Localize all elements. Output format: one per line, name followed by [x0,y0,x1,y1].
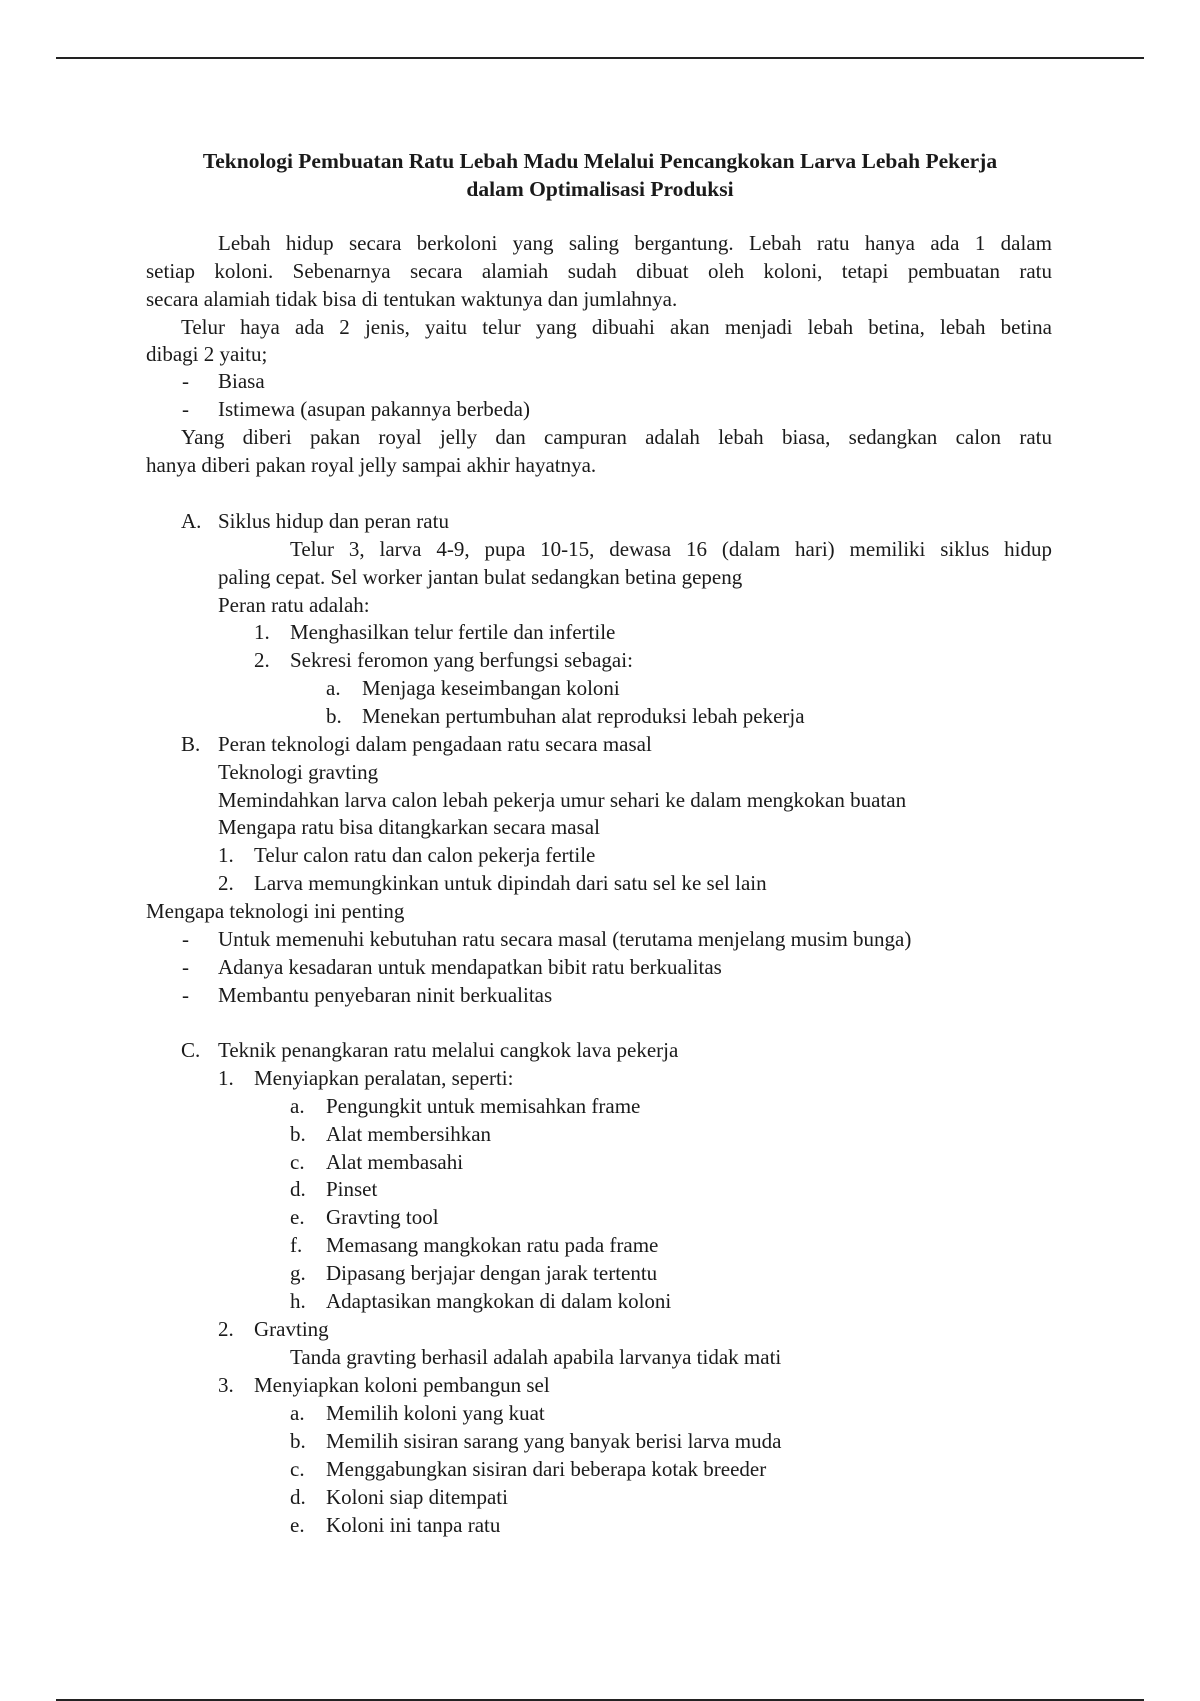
list-number: 2. [218,871,234,895]
list-dash: - [182,983,189,1007]
list-number: 1. [254,620,270,644]
section-b-heading: Peran teknologi dalam pengadaan ratu secara masal [218,732,652,756]
intro-paragraph-1-line-1: Lebah hidup secara berkoloni yang saling bergantung. Lebah ratu hanya ada 1 dalam [218,231,1052,255]
section-a-heading: Siklus hidup dan peran ratu [218,509,449,533]
section-b-line-1: Teknologi gravting [218,760,379,784]
list-letter: f. [290,1233,303,1257]
intro-paragraph-1-line-3: secara alamiah tidak bisa di tentukan waktunya dan jumlahnya. [146,287,678,311]
section-c-step-3-item: Memilih sisiran sarang yang banyak berisi larva muda [326,1429,782,1453]
list-letter: d. [290,1485,306,1509]
document-title-line-1: Teknologi Pembuatan Ratu Lebah Madu Melalui Pencangkokan Larva Lebah Pekerja [202,149,998,173]
section-c-step-3-item: Koloni siap ditempati [326,1485,508,1509]
list-dash: - [182,927,189,951]
list-item-istimewa: Istimewa (asupan pakannya berbeda) [218,397,530,421]
section-c-step-3-item: Koloni ini tanpa ratu [326,1513,501,1537]
list-number: 2. [218,1317,234,1341]
section-b-line-2: Memindahkan larva calon lebah pekerja umur sehari ke dalam mengkokan buatan [218,788,907,812]
section-c-step-3: Menyiapkan koloni pembangun sel [254,1373,550,1397]
list-item-biasa: Biasa [218,369,265,393]
section-c-step-1: Menyiapkan peralatan, seperti: [254,1066,514,1090]
section-c-step-1-item: Gravting tool [326,1205,439,1229]
list-letter: d. [290,1177,306,1201]
list-letter: c. [290,1457,305,1481]
list-letter: a. [290,1401,305,1425]
list-letter: b. [326,704,342,728]
list-letter: b. [290,1429,306,1453]
list-number: 3. [218,1373,234,1397]
section-a-text-line-1: Telur 3, larva 4-9, pupa 10-15, dewasa 16 (dalam hari) memiliki siklus hidup [290,537,1052,561]
section-a-item-1: Menghasilkan telur fertile dan infertile [290,620,616,644]
list-letter: e. [290,1205,305,1229]
top-rule [56,57,1144,59]
section-c-heading: Teknik penangkaran ratu melalui cangkok lava pekerja [218,1038,679,1062]
list-letter: e. [290,1513,305,1537]
section-b-why-heading: Mengapa teknologi ini penting [146,899,405,923]
section-c-step-2: Gravting [254,1317,329,1341]
section-c-step-1-item: Memasang mangkokan ratu pada frame [326,1233,659,1257]
section-c-step-1-item: Pinset [326,1177,378,1201]
section-b-reason-3: Membantu penyebaran ninit berkualitas [218,983,553,1007]
intro-paragraph-3-line-1: Yang diberi pakan royal jelly dan campuran adalah lebah biasa, sedangkan calon ratu [181,425,1052,449]
section-a-item-2: Sekresi feromon yang berfungsi sebagai: [290,648,633,672]
section-b-item-1: Telur calon ratu dan calon pekerja fertile [254,843,596,867]
section-c-step-3-item: Menggabungkan sisiran dari beberapa kotak breeder [326,1457,767,1481]
list-number: 1. [218,1066,234,1090]
intro-paragraph-3-line-2: hanya diberi pakan royal jelly sampai akhir hayatnya. [146,453,597,477]
section-a-marker: A. [181,509,202,533]
section-b-item-2: Larva memungkinkan untuk dipindah dari satu sel ke sel lain [254,871,767,895]
section-c-step-1-item: Adaptasikan mangkokan di dalam koloni [326,1289,672,1313]
section-c-step-2-text: Tanda gravting berhasil adalah apabila larvanya tidak mati [290,1345,782,1369]
list-letter: a. [290,1094,305,1118]
document-title-line-2: dalam Optimalisasi Produksi [466,177,734,201]
intro-paragraph-2-line-1: Telur haya ada 2 jenis, yaitu telur yang dibuahi akan menjadi lebah betina, lebah betina [181,315,1052,339]
list-letter: a. [326,676,341,700]
section-c-marker: C. [181,1038,201,1062]
list-dash: - [182,955,189,979]
list-letter: b. [290,1122,306,1146]
list-number: 2. [254,648,270,672]
section-a-item-2a: Menjaga keseimbangan koloni [362,676,620,700]
list-dash: - [182,369,189,393]
list-letter: c. [290,1150,305,1174]
section-a-peran-label: Peran ratu adalah: [218,593,370,617]
list-number: 1. [218,843,234,867]
list-dash: - [182,397,189,421]
section-a-text-line-2: paling cepat. Sel worker jantan bulat sedangkan betina gepeng [218,565,743,589]
section-c-step-1-item: Alat membersihkan [326,1122,492,1146]
section-c-step-1-item: Alat membasahi [326,1150,464,1174]
section-a-item-2b: Menekan pertumbuhan alat reproduksi lebah pekerja [362,704,805,728]
list-letter: h. [290,1289,306,1313]
section-b-marker: B. [181,732,201,756]
intro-paragraph-2-line-2: dibagi 2 yaitu; [146,342,268,366]
section-b-line-3: Mengapa ratu bisa ditangkarkan secara masal [218,815,600,839]
section-c-step-3-item: Memilih koloni yang kuat [326,1401,545,1425]
section-c-step-1-item: Pengungkit untuk memisahkan frame [326,1094,641,1118]
section-c-step-1-item: Dipasang berjajar dengan jarak tertentu [326,1261,658,1285]
intro-paragraph-1-line-2: setiap koloni. Sebenarnya secara alamiah sudah dibuat oleh koloni, tetapi pembuatan ratu [146,259,1052,283]
list-letter: g. [290,1261,306,1285]
section-b-reason-2: Adanya kesadaran untuk mendapatkan bibit ratu berkualitas [218,955,722,979]
section-b-reason-1: Untuk memenuhi kebutuhan ratu secara masal (terutama menjelang musim bunga) [218,927,912,951]
